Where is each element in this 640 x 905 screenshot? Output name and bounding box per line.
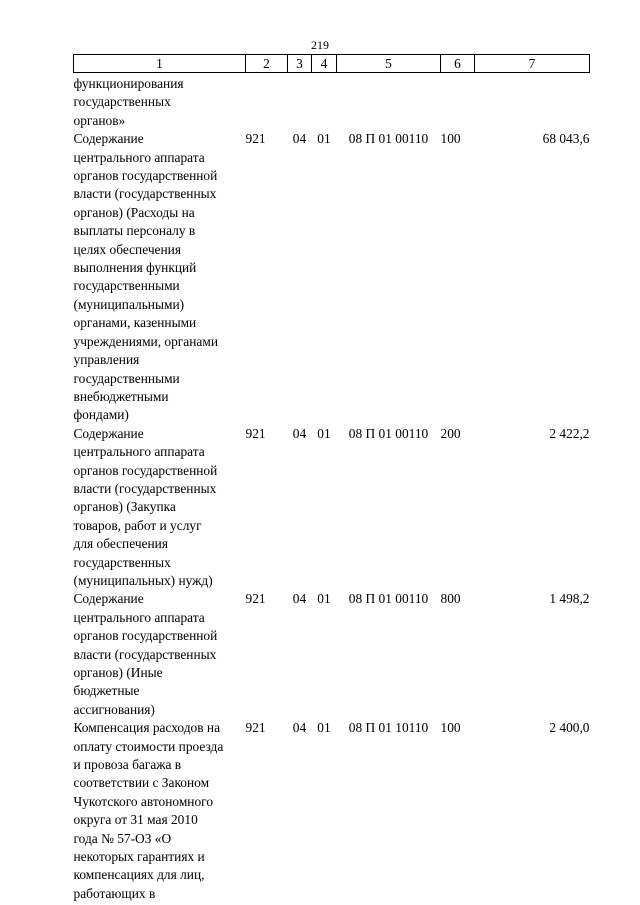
row-name-line: государственных — [73, 554, 171, 570]
row-name-line: внебюджетными — [73, 388, 169, 404]
cell-subsection: 01 — [317, 591, 331, 607]
cell-target-article: 08 П 01 00110 — [348, 131, 429, 147]
cell-amount — [475, 73, 590, 131]
row-name-line: для обеспечения — [73, 536, 168, 552]
cell-subsection: 01 — [317, 131, 331, 147]
row-name-line: Содержание — [73, 591, 144, 607]
row-name-line: (муниципальных) нужд) — [73, 572, 213, 588]
row-name-line: центрального аппарата — [73, 444, 205, 460]
row-name-line: соответствии с Законом — [73, 775, 210, 791]
cell-amount: 2 400,0 — [549, 720, 590, 736]
row-name-line: государственных — [73, 94, 171, 110]
table-row — [74, 425, 590, 591]
row-name-line: и провоза багажа в — [73, 757, 182, 773]
row-name-line: органов государственной — [73, 462, 218, 478]
header-col-5: 5 — [337, 55, 441, 73]
row-name-line: целях обеспечения — [73, 241, 181, 257]
row-name — [74, 425, 246, 591]
cell-admin-code: 921 — [245, 720, 266, 736]
row-name-line: власти (государственных — [73, 480, 217, 496]
row-name-line: органов государственной — [73, 168, 218, 184]
row-name-line: работающих в — [73, 885, 156, 901]
row-name-line: оплату стоимости проезда — [73, 738, 224, 754]
cell-section: 04 — [292, 591, 307, 607]
row-name — [74, 130, 246, 425]
row-name — [74, 719, 246, 903]
table-row — [74, 590, 590, 719]
row-name-line: выполнения функций — [73, 260, 197, 276]
table-row — [74, 719, 590, 903]
row-name-line: выплаты персоналу в — [73, 223, 196, 239]
cell-expense-type: 100 — [440, 720, 461, 736]
cell-admin-code — [246, 73, 288, 131]
table-row — [74, 130, 590, 425]
row-name — [74, 73, 246, 131]
header-row — [74, 55, 590, 73]
cell-section: 04 — [292, 720, 307, 736]
row-name-line: органов» — [73, 112, 126, 128]
cell-target-article: 08 П 01 00110 — [348, 425, 429, 441]
row-name-line: власти (государственных — [73, 646, 217, 662]
row-name-line: некоторых гарантиях и — [73, 849, 205, 865]
cell-section: 04 — [292, 425, 307, 441]
row-name-line: учреждениями, органами — [73, 333, 218, 349]
header-col-7: 7 — [475, 55, 590, 73]
cell-expense-type — [441, 73, 475, 131]
row-name-line: товаров, работ и услуг — [73, 517, 202, 533]
cell-amount: 2 422,2 — [549, 425, 590, 441]
cell-target-article: 08 П 01 00110 — [348, 591, 429, 607]
cell-amount: 1 498,2 — [549, 591, 590, 607]
row-name-line: ассигнования) — [73, 701, 155, 717]
row-name-line: органов государственной — [73, 628, 218, 644]
cell-target-article — [337, 73, 441, 131]
cell-subsection — [312, 73, 337, 131]
row-name-line: бюджетные — [73, 683, 140, 699]
header-col-2: 2 — [246, 55, 288, 73]
row-name — [74, 590, 246, 719]
cell-subsection: 01 — [317, 425, 331, 441]
row-name-line: органами, казенными — [73, 315, 197, 331]
row-name-line: власти (государственных — [73, 186, 217, 202]
row-name-line: управления — [73, 352, 140, 368]
row-name-line: (муниципальными) — [73, 296, 185, 312]
cell-expense-type: 800 — [440, 591, 461, 607]
row-name-line: Чукотского автономного — [73, 793, 214, 809]
budget-table — [73, 54, 590, 903]
cell-admin-code: 921 — [245, 425, 266, 441]
header-col-3: 3 — [288, 55, 312, 73]
cell-amount: 68 043,6 — [542, 131, 590, 147]
cell-section — [288, 73, 312, 131]
row-name-line: Содержание — [73, 425, 144, 441]
row-name-line: года № 57-ОЗ «О — [73, 830, 172, 846]
row-name-line: центрального аппарата — [73, 609, 205, 625]
row-name-line: округа от 31 мая 2010 — [73, 812, 198, 828]
cell-expense-type: 200 — [440, 425, 461, 441]
cell-expense-type: 100 — [440, 131, 461, 147]
row-name-line: Содержание — [73, 131, 144, 147]
row-name-line: функционирования — [73, 76, 184, 91]
cell-admin-code: 921 — [245, 131, 266, 147]
table-row — [74, 73, 590, 131]
row-name-line: органов) (Расходы на — [73, 204, 195, 220]
row-name-line: фондами) — [73, 407, 129, 423]
header-col-1: 1 — [74, 55, 246, 73]
cell-admin-code: 921 — [245, 591, 266, 607]
row-name-line: государственными — [73, 370, 180, 386]
header-col-4: 4 — [312, 55, 337, 73]
row-name-line: органов) (Иные — [73, 665, 163, 680]
row-name-line: Компенсация расходов на — [73, 720, 221, 736]
page-number: 219 — [311, 38, 329, 52]
cell-section: 04 — [292, 131, 307, 147]
row-name-line: центрального аппарата — [73, 149, 205, 165]
row-name-line: органов) (Закупка — [73, 499, 176, 515]
row-name-line: компенсациях для лиц, — [73, 867, 205, 883]
cell-subsection: 01 — [317, 720, 331, 736]
cell-target-article: 08 П 01 10110 — [348, 720, 429, 736]
row-name-line: государственными — [73, 278, 180, 294]
header-col-6: 6 — [441, 55, 475, 73]
